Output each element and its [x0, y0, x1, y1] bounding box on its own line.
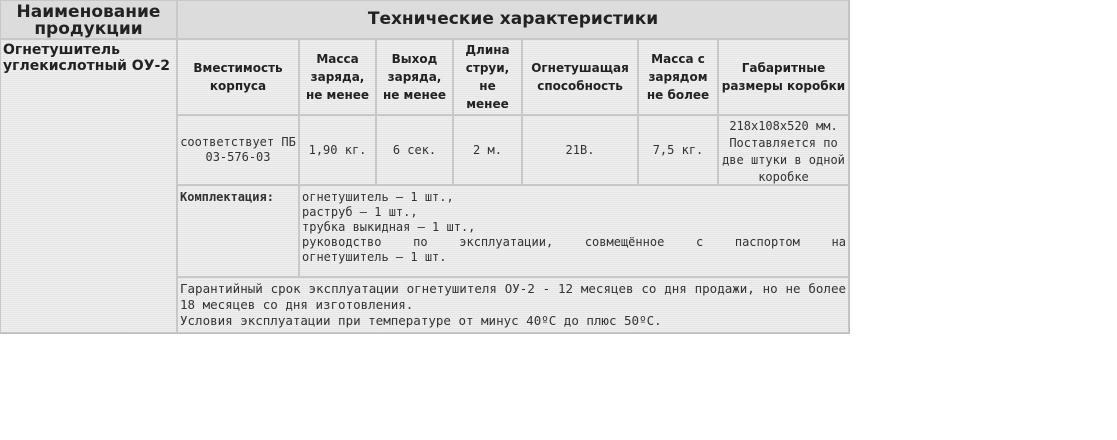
kit-item: огнетушитель – 1 шт. — [302, 250, 447, 264]
specs-title-text: Технические характеристики — [367, 9, 659, 29]
value-dimensions: 218х108х520 мм. Поставляется по две штуки в одной коробке — [722, 119, 845, 184]
product-name-cell — [0, 39, 177, 333]
value-cell — [299, 115, 376, 185]
value-cell — [177, 115, 299, 185]
column-header — [453, 39, 522, 115]
conditions-text: Условия эксплуатации при температуре от минус 40ºС до плюс 50ºС. — [180, 313, 662, 328]
value-discharge: 6 сек. — [392, 142, 437, 157]
column-header-jet-length: Длина струи, не менее — [465, 43, 510, 111]
kit-item: трубка выкидная – 1 шт., — [302, 220, 476, 234]
value-cell — [376, 115, 453, 185]
kit-item: огнетушитель – 1 шт., — [302, 190, 454, 204]
specs-title-header — [177, 0, 849, 39]
column-header — [376, 39, 453, 115]
value-cell — [522, 115, 638, 185]
kit-item: раструб – 1 шт., — [302, 205, 418, 219]
warranty-text: Гарантийный срок эксплуатации огнетушителя ОУ-2 - 12 месяцев со дня продажи, но не более 18 месяцев со дня изготовления. — [180, 281, 846, 312]
kit-label: Комплектация: — [180, 190, 274, 204]
notes-cell — [177, 277, 849, 333]
value-cell — [718, 115, 849, 185]
column-header-dimensions: Габаритные размеры коробки — [721, 61, 846, 93]
column-header-extinguishing: Огнетушащая способность — [531, 61, 629, 93]
column-header-total-mass: Масса с зарядом не более — [646, 52, 710, 102]
kit-list — [299, 185, 849, 277]
column-header-charge-mass: Масса заряда, не менее — [305, 52, 370, 102]
value-jet-length: 2 м. — [473, 142, 502, 157]
value-cell — [453, 115, 522, 185]
product-name: Огнетушитель углекислотный ОУ-2 — [3, 42, 171, 74]
column-header — [177, 39, 299, 115]
value-cell — [638, 115, 718, 185]
column-header-capacity: Вместимость корпуса — [193, 61, 283, 93]
kit-label-cell — [177, 185, 299, 277]
product-name-header-text: Наименование продукции — [16, 2, 161, 39]
column-header — [718, 39, 849, 115]
column-header — [522, 39, 638, 115]
kit-item: руководство по эксплуатации, совмещённое с паспортом на — [302, 235, 846, 249]
value-charge-mass: 1,90 кг. — [308, 142, 367, 157]
value-extinguishing: 21В. — [565, 142, 595, 157]
value-capacity: соответствует ПБ 03-576-03 — [180, 135, 296, 164]
column-header-discharge: Выход заряда, не менее — [382, 52, 447, 102]
value-total-mass: 7,5 кг. — [652, 142, 704, 157]
product-name-header — [0, 0, 177, 39]
column-header — [638, 39, 718, 115]
column-header — [299, 39, 376, 115]
